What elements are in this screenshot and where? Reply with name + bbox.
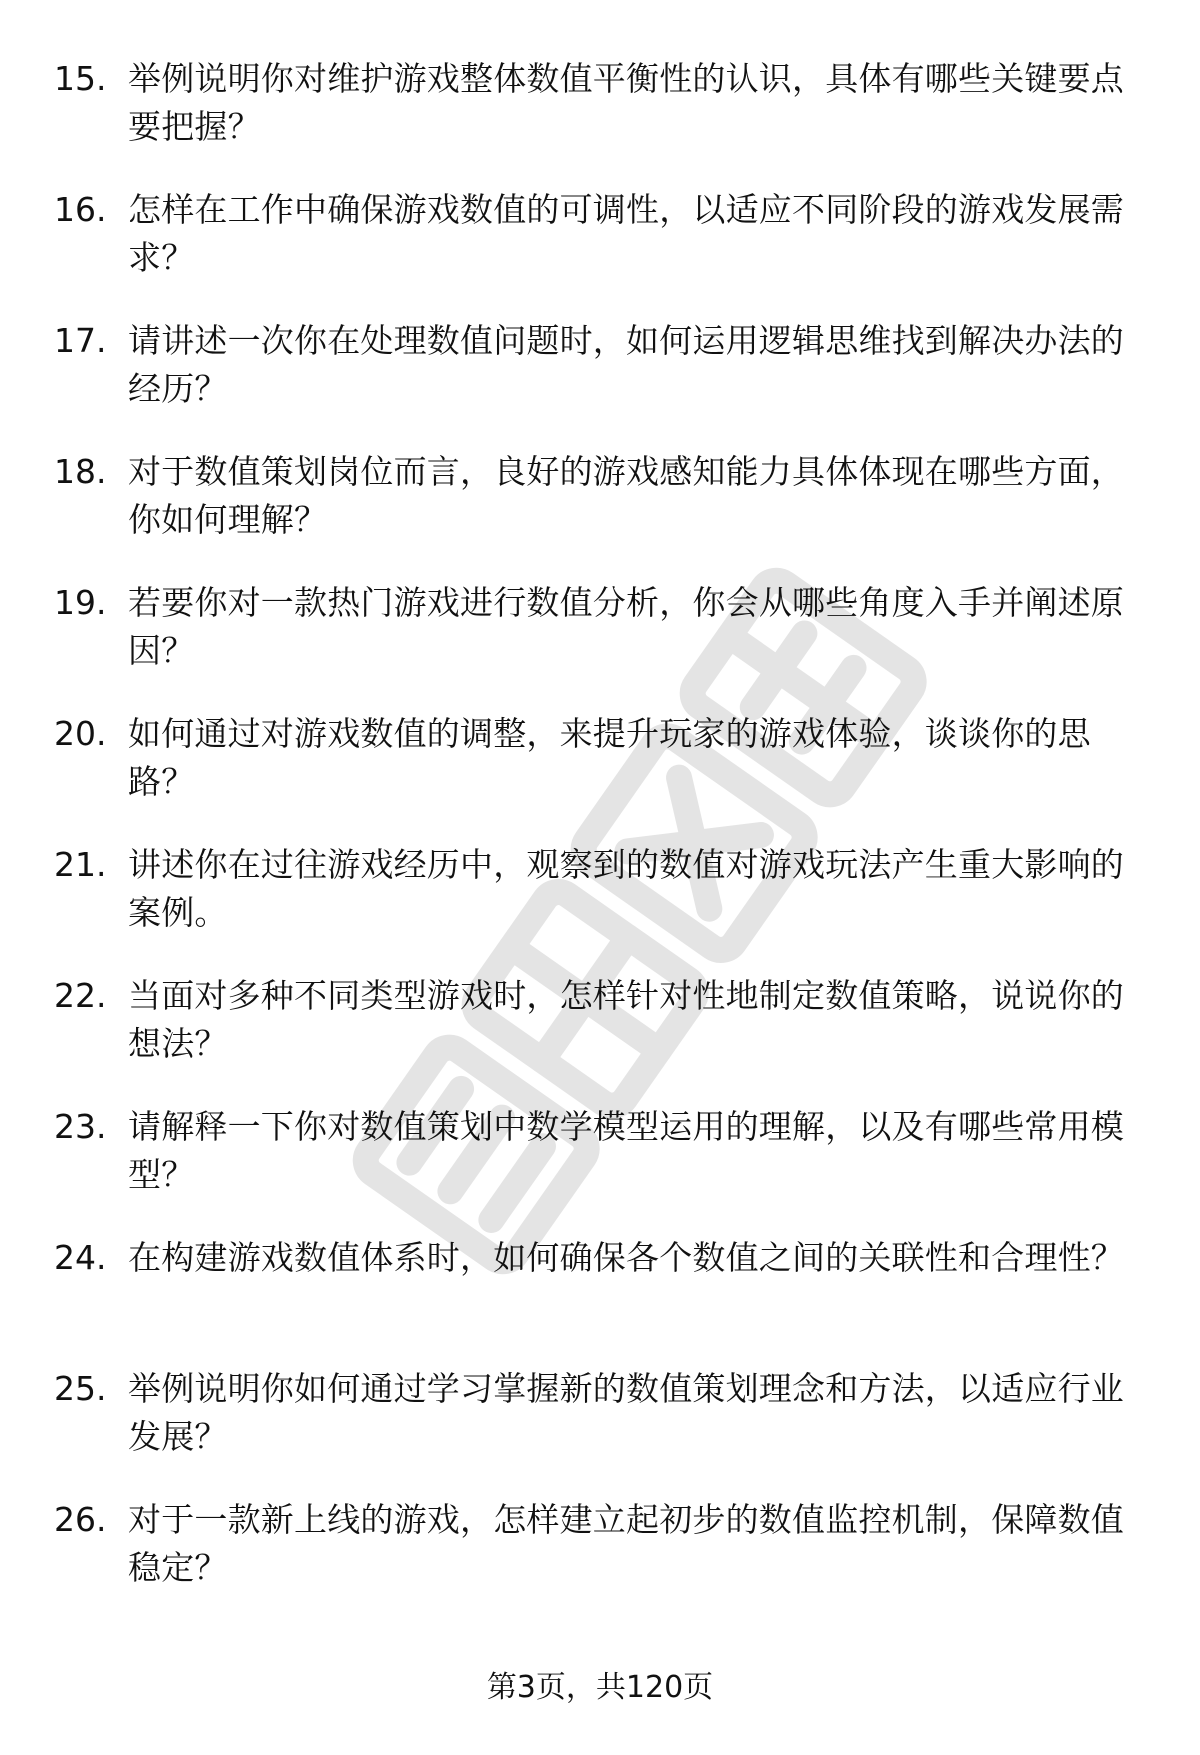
question-list xyxy=(54,55,1154,1627)
question-number: 19. xyxy=(54,583,107,622)
question-number: 20. xyxy=(54,714,107,753)
question-number: 22. xyxy=(54,976,107,1015)
list-item xyxy=(54,1496,1154,1627)
question-text: 请解释一下你对数值策划中数学模型运用的理解，以及有哪些常用模型？ xyxy=(128,1107,1124,1194)
question-number: 17. xyxy=(54,321,107,360)
list-item xyxy=(54,841,1154,972)
question-number: 24. xyxy=(54,1238,107,1277)
question-text: 讲述你在过往游戏经历中，观察到的数值对游戏玩法产生重大影响的案例。 xyxy=(128,845,1124,932)
question-text: 在构建游戏数值体系时，如何确保各个数值之间的关联性和合理性？ xyxy=(128,1238,1124,1277)
question-text: 对于一款新上线的游戏，怎样建立起初步的数值监控机制，保障数值稳定？ xyxy=(128,1500,1124,1587)
question-text: 若要你对一款热门游戏进行数值分析，你会从哪些角度入手并阐述原因？ xyxy=(128,583,1124,670)
list-item xyxy=(54,448,1154,579)
list-item xyxy=(54,55,1154,186)
list-item xyxy=(54,186,1154,317)
question-number: 16. xyxy=(54,190,107,229)
list-item xyxy=(54,1103,1154,1234)
question-text: 举例说明你如何通过学习掌握新的数值策划理念和方法，以适应行业发展？ xyxy=(128,1369,1124,1456)
question-number: 23. xyxy=(54,1107,107,1146)
question-text: 对于数值策划岗位而言，良好的游戏感知能力具体体现在哪些方面，你如何理解？ xyxy=(128,452,1124,539)
question-number: 26. xyxy=(54,1500,107,1539)
question-number: 18. xyxy=(54,452,107,491)
question-number: 21. xyxy=(54,845,107,884)
question-number: 15. xyxy=(54,59,107,98)
list-item xyxy=(54,317,1154,448)
question-text: 如何通过对游戏数值的调整，来提升玩家的游戏体验，谈谈你的思路？ xyxy=(128,714,1091,801)
list-item xyxy=(54,710,1154,841)
question-text: 当面对多种不同类型游戏时，怎样针对性地制定数值策略，说说你的想法？ xyxy=(128,976,1124,1063)
question-text: 举例说明你对维护游戏整体数值平衡性的认识，具体有哪些关键要点要把握？ xyxy=(128,59,1124,146)
list-item xyxy=(54,1365,1154,1496)
question-text: 请讲述一次你在处理数值问题时，如何运用逻辑思维找到解决办法的经历？ xyxy=(128,321,1124,408)
page-number-footer: 第3页，共120页 xyxy=(486,1670,714,1705)
list-item xyxy=(54,972,1154,1103)
list-item xyxy=(54,1234,1154,1365)
question-text: 怎样在工作中确保游戏数值的可调性，以适应不同阶段的游戏发展需求？ xyxy=(128,190,1124,277)
question-number: 25. xyxy=(54,1369,107,1408)
list-item xyxy=(54,579,1154,710)
